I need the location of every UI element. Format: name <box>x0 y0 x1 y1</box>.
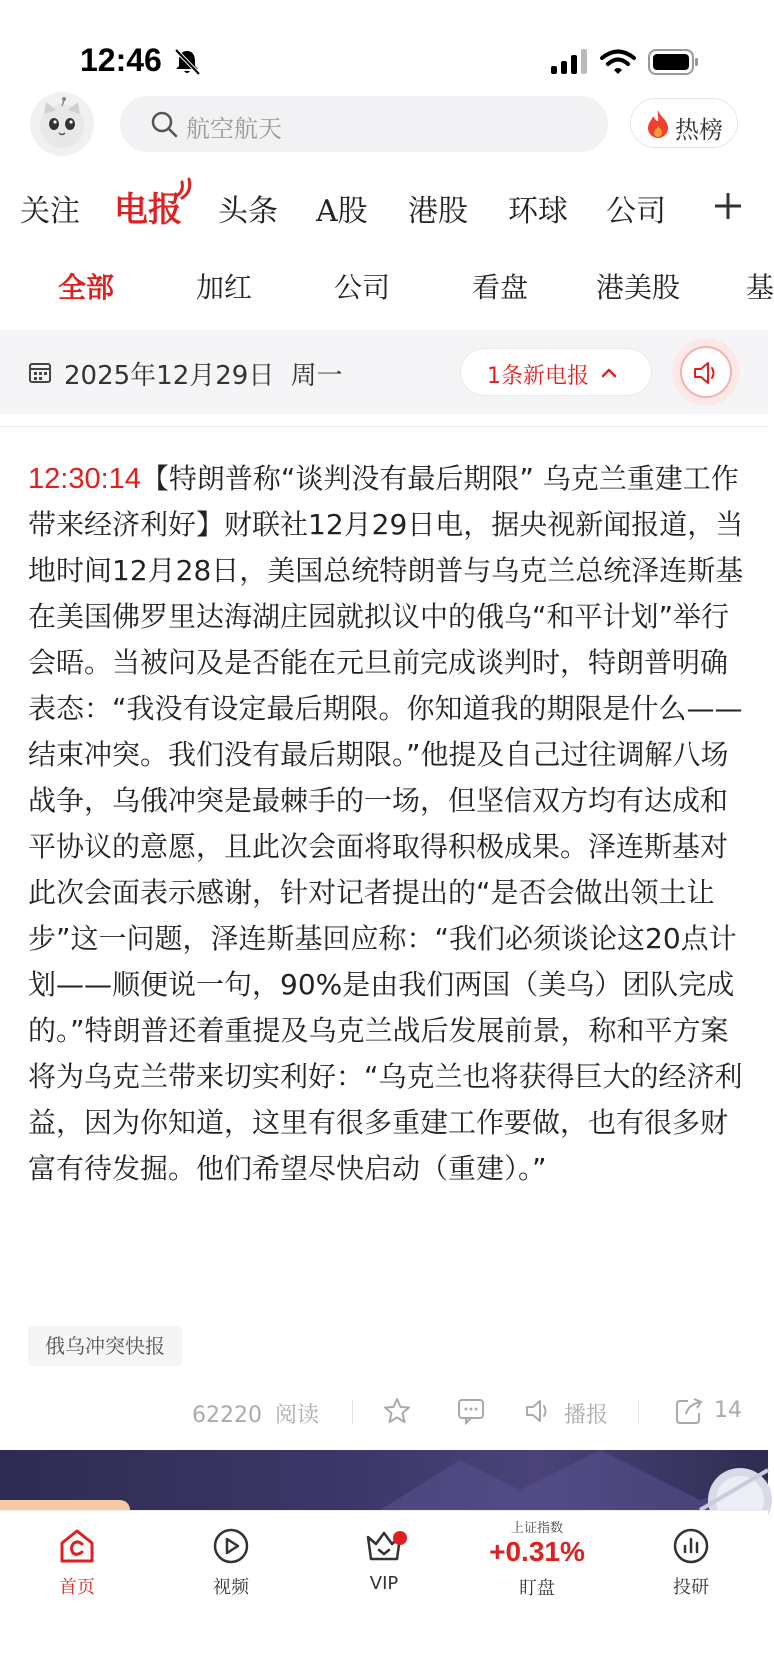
read-count <box>192 1398 319 1429</box>
bar-chart-circle-icon <box>672 1527 710 1565</box>
share-icon[interactable] <box>674 1396 704 1426</box>
topic-tag[interactable]: 俄乌冲突快报 <box>28 1326 182 1366</box>
tab-telegraph[interactable]: 电报 <box>114 190 182 230</box>
tab-global[interactable]: 环球 <box>508 194 568 229</box>
index-value: +0.31% <box>489 1536 585 1567</box>
battery-icon <box>648 48 700 76</box>
nav-home[interactable] <box>22 1527 132 1607</box>
new-telegraph-label: 1条新电报 <box>487 364 589 389</box>
star-icon[interactable] <box>382 1396 412 1426</box>
play-circle-icon <box>212 1527 250 1565</box>
wifi-icon <box>600 48 636 76</box>
tab-hk-stocks[interactable]: 港股 <box>408 194 468 229</box>
broadcast-button-inner <box>680 346 732 398</box>
header <box>0 92 768 172</box>
chevron-up-icon <box>599 363 619 383</box>
read-count-label: 阅读 <box>275 1403 320 1428</box>
index-name: 上证指数 <box>510 1521 563 1536</box>
bottom-nav <box>0 1510 768 1670</box>
subtab-market[interactable]: 看盘 <box>472 271 529 304</box>
subtab-hk-us[interactable]: 港美股 <box>596 271 681 304</box>
search-placeholder: 航空航天 <box>186 115 282 143</box>
nav-watch-label: 盯盘 <box>519 1578 555 1599</box>
comment-icon[interactable] <box>456 1396 486 1426</box>
nav-video-label: 视频 <box>213 1577 249 1598</box>
tab-headlines[interactable]: 头条 <box>218 194 278 229</box>
date-value: 2025年12月29日 <box>64 361 275 391</box>
nav-research[interactable] <box>636 1527 746 1607</box>
date-bar <box>0 330 768 414</box>
flame-icon <box>645 109 671 139</box>
speaker-icon[interactable] <box>524 1396 554 1426</box>
nav-home-label: 首页 <box>59 1577 95 1598</box>
date-label <box>64 355 343 392</box>
subtab-fund[interactable]: 基 <box>746 271 774 304</box>
article-time: 12:30:14 <box>28 463 141 495</box>
hot-list-label: 热榜 <box>675 116 723 144</box>
signal-wave-icon <box>172 176 198 200</box>
tab-company[interactable]: 公司 <box>606 194 666 229</box>
tab-a-shares[interactable]: A股 <box>316 194 368 229</box>
bell-off-icon <box>172 48 202 76</box>
nav-vip-label: VIP <box>369 1573 399 1594</box>
article-body: 财联社12月29日电，据央视新闻报道，当地时间12月28日，美国总统特朗普与乌克兰总统泽连斯基在美国佛罗里达海湖庄园就拟议中的俄乌“和平计划”举行会晤。当被问及是否能在元旦前完成谈判时，特朗普明确表态：“我没有设定最后期限。你知道我的期限是什么——结束冲突。我们没有最后期限。”他提及自己过往调解八场战争，乌俄冲突是最棘手的一场，但坚信双方均有达成和平协议的意愿，且此次会面将取得积极成果。泽连斯基对此次会面表示感谢，针对记者提出的“是否会做出领土让步”这一问题，泽连斯基回应称：“我们必须谈论这20点计划——顺便说一句，90%是由我们两国（美乌）团队完成的。”特朗普还着重提及乌克兰战后发展前景，称和平方案将为乌克兰带来切实利好：“乌克兰也将获得巨大的经济利益，因为你知道，这里有很多重建工作要做，也有很多财富有待发掘。他们希望尽快启动（重建）。” <box>28 508 744 1185</box>
article-actions <box>0 1386 768 1436</box>
nav-vip[interactable] <box>329 1527 439 1607</box>
notification-dot <box>393 1531 407 1545</box>
new-telegraph-button[interactable] <box>460 348 652 396</box>
weekday-value: 周一 <box>290 361 343 391</box>
hot-list-button[interactable] <box>630 98 738 148</box>
broadcast-button[interactable] <box>672 338 740 406</box>
status-bar <box>0 0 768 92</box>
nav-research-label: 投研 <box>673 1577 709 1598</box>
sub-tabs <box>0 262 774 312</box>
subtab-highlighted[interactable]: 加红 <box>196 271 253 304</box>
home-icon <box>58 1527 96 1565</box>
status-time: 12:46 <box>80 42 162 78</box>
signal-icon <box>550 48 590 76</box>
read-count-value: 62220 <box>192 1403 262 1428</box>
avatar[interactable] <box>30 92 94 156</box>
subtab-all[interactable]: 全部 <box>58 271 115 304</box>
cat-mascot-icon <box>30 92 94 156</box>
separator <box>638 1400 639 1424</box>
ad-banner[interactable] <box>0 1450 768 1510</box>
separator <box>352 1400 353 1424</box>
nav-watch[interactable] <box>482 1515 592 1599</box>
tab-follow[interactable]: 关注 <box>20 194 80 229</box>
subtab-company[interactable]: 公司 <box>334 271 391 304</box>
search-input[interactable] <box>120 96 608 152</box>
nav-video[interactable] <box>176 1527 286 1607</box>
plus-icon[interactable] <box>712 190 744 222</box>
broadcast-label[interactable]: 播报 <box>564 1403 609 1428</box>
channel-tabs <box>0 176 768 236</box>
share-count: 14 <box>714 1398 742 1423</box>
article-title: 【特朗普称“谈判没有最后期限” 乌克兰重建工作带来经济利好】 <box>28 462 739 541</box>
search-icon <box>150 110 178 138</box>
speaker-icon <box>692 359 722 387</box>
telegraph-article[interactable] <box>28 456 744 1192</box>
divider <box>0 426 768 427</box>
calendar-icon <box>28 360 52 384</box>
